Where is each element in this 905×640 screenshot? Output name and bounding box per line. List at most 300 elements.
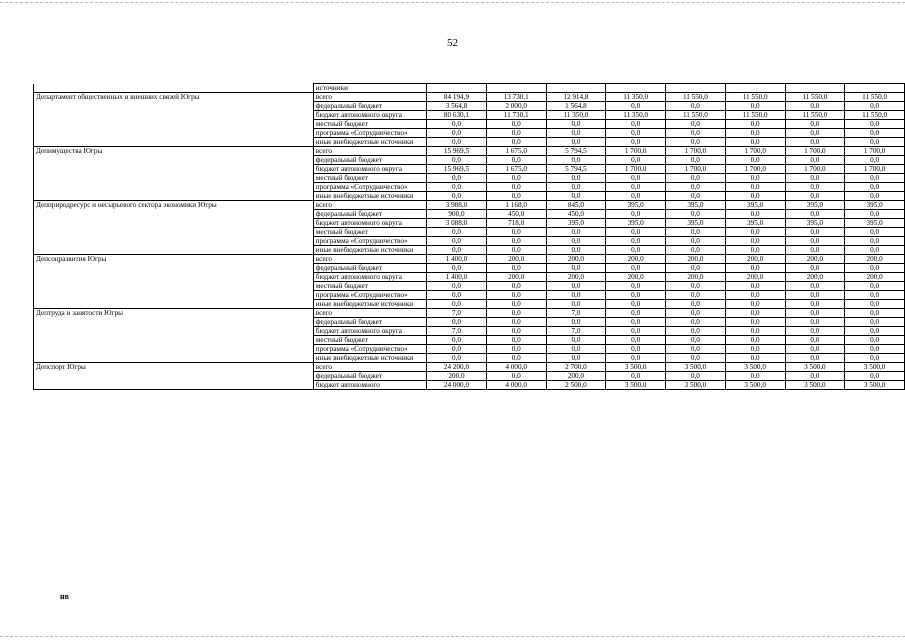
amount-cell: 11 350,0 — [606, 93, 666, 102]
amount-cell: 395,0 — [785, 201, 845, 210]
amount-cell: 395,0 — [606, 219, 666, 228]
amount-cell: 0,0 — [725, 174, 785, 183]
amount-cell: 0,0 — [785, 138, 845, 147]
amount-cell: 0,0 — [427, 237, 487, 246]
funding-source: программа «Сотрудничество» — [313, 183, 426, 192]
funding-source: иные внебюджетные источники — [313, 138, 426, 147]
amount-cell: 0,0 — [427, 129, 487, 138]
amount-cell: 7,0 — [546, 309, 606, 318]
amount-cell: 0,0 — [725, 210, 785, 219]
table-row — [34, 255, 905, 264]
amount-cell: 1 564,8 — [546, 102, 606, 111]
amount-cell: 395,0 — [666, 201, 726, 210]
amount-cell: 0,0 — [427, 156, 487, 165]
amount-cell: 0,0 — [606, 183, 666, 192]
amount-cell: 3 088,0 — [427, 219, 487, 228]
amount-cell: 5 794,5 — [546, 165, 606, 174]
amount-cell: 24 200,0 — [427, 363, 487, 372]
amount-cell: 0,0 — [666, 183, 726, 192]
amount-cell: 0,0 — [666, 300, 726, 309]
amount-cell: 0,0 — [666, 129, 726, 138]
amount-cell: 15 969,5 — [427, 147, 487, 156]
amount-cell: 450,0 — [546, 210, 606, 219]
amount-cell: 1 700,0 — [666, 165, 726, 174]
amount-cell: 200,0 — [845, 273, 905, 282]
amount-cell: 0,0 — [606, 156, 666, 165]
amount-cell: 0,0 — [427, 138, 487, 147]
amount-cell: 7,0 — [427, 327, 487, 336]
continuation-dept-cell — [34, 84, 314, 93]
amount-cell: 0,0 — [606, 372, 666, 381]
amount-cell: 1 700,0 — [606, 165, 666, 174]
amount-cell: 395,0 — [845, 219, 905, 228]
funding-source: местный бюджет — [313, 228, 426, 237]
amount-cell: 0,0 — [666, 192, 726, 201]
amount-cell: 0,0 — [725, 228, 785, 237]
amount-cell: 0,0 — [606, 102, 666, 111]
budget-table-body — [34, 84, 905, 390]
funding-source: бюджет автономного округа — [313, 219, 426, 228]
amount-cell: 0,0 — [546, 174, 606, 183]
amount-cell: 0,0 — [546, 345, 606, 354]
amount-cell: 3 500,0 — [725, 381, 785, 390]
amount-cell: 0,0 — [725, 336, 785, 345]
page-number: 52 — [447, 37, 458, 49]
amount-cell: 0,0 — [606, 282, 666, 291]
amount-cell: 0,0 — [845, 174, 905, 183]
funding-source: бюджет автономного — [313, 381, 426, 390]
amount-cell: 200,0 — [427, 372, 487, 381]
table-row — [34, 201, 905, 210]
amount-cell: 200,0 — [546, 255, 606, 264]
amount-cell: 0,0 — [785, 102, 845, 111]
amount-cell: 0,0 — [606, 120, 666, 129]
amount-cell: 0,0 — [546, 192, 606, 201]
amount-cell: 11 550,0 — [666, 93, 726, 102]
amount-cell: 0,0 — [486, 318, 546, 327]
amount-cell: 0,0 — [725, 372, 785, 381]
amount-cell: 0,0 — [486, 129, 546, 138]
amount-cell: 0,0 — [725, 264, 785, 273]
amount-cell: 3 500,0 — [606, 381, 666, 390]
amount-cell: 0,0 — [785, 264, 845, 273]
amount-cell: 0,0 — [606, 138, 666, 147]
amount-cell: 395,0 — [666, 219, 726, 228]
amount-cell: 0,0 — [666, 228, 726, 237]
amount-cell: 0,0 — [666, 237, 726, 246]
amount-cell: 0,0 — [606, 210, 666, 219]
amount-cell: 0,0 — [725, 237, 785, 246]
amount-cell: 0,0 — [666, 291, 726, 300]
amount-cell: 0,0 — [845, 372, 905, 381]
funding-source: всего — [313, 201, 426, 210]
amount-cell: 0,0 — [427, 300, 487, 309]
funding-source: местный бюджет — [313, 336, 426, 345]
amount-cell: 0,0 — [785, 336, 845, 345]
funding-source: программа «Сотрудничество» — [313, 291, 426, 300]
amount-cell: 1 675,0 — [486, 147, 546, 156]
amount-cell: 200,0 — [486, 273, 546, 282]
amount-cell: 0,0 — [546, 291, 606, 300]
amount-cell: 0,0 — [606, 174, 666, 183]
amount-cell: 0,0 — [486, 264, 546, 273]
amount-cell: 0,0 — [606, 309, 666, 318]
continuation-value-cell — [725, 84, 785, 93]
amount-cell: 0,0 — [427, 246, 487, 255]
amount-cell: 0,0 — [666, 210, 726, 219]
amount-cell: 0,0 — [785, 120, 845, 129]
amount-cell: 395,0 — [725, 201, 785, 210]
amount-cell: 0,0 — [546, 138, 606, 147]
amount-cell: 0,0 — [606, 228, 666, 237]
amount-cell: 1 168,0 — [486, 201, 546, 210]
amount-cell: 0,0 — [427, 282, 487, 291]
amount-cell: 0,0 — [546, 336, 606, 345]
amount-cell: 0,0 — [845, 120, 905, 129]
funding-source: иные внебюджетные источники — [313, 192, 426, 201]
amount-cell: 0,0 — [785, 309, 845, 318]
amount-cell: 200,0 — [666, 255, 726, 264]
amount-cell: 0,0 — [666, 282, 726, 291]
funding-source: иные внебюджетные источники — [313, 300, 426, 309]
amount-cell: 0,0 — [845, 228, 905, 237]
amount-cell: 0,0 — [486, 345, 546, 354]
amount-cell: 0,0 — [785, 129, 845, 138]
amount-cell: 0,0 — [845, 309, 905, 318]
funding-source: всего — [313, 363, 426, 372]
amount-cell: 0,0 — [725, 318, 785, 327]
amount-cell: 0,0 — [845, 336, 905, 345]
amount-cell: 11 550,0 — [725, 111, 785, 120]
amount-cell: 0,0 — [486, 309, 546, 318]
amount-cell: 0,0 — [427, 336, 487, 345]
amount-cell: 0,0 — [725, 327, 785, 336]
scan-bottom-edge — [0, 636, 905, 637]
budget-table — [33, 83, 905, 390]
amount-cell: 1 700,0 — [606, 147, 666, 156]
amount-cell: 0,0 — [606, 300, 666, 309]
amount-cell: 0,0 — [486, 237, 546, 246]
amount-cell: 1 400,0 — [427, 273, 487, 282]
amount-cell: 1 675,0 — [486, 165, 546, 174]
continuation-source-cell: источники — [313, 84, 426, 93]
department-name: Депспорт Югры — [34, 363, 314, 390]
amount-cell: 200,0 — [845, 255, 905, 264]
amount-cell: 200,0 — [546, 372, 606, 381]
amount-cell: 0,0 — [486, 327, 546, 336]
amount-cell: 0,0 — [725, 291, 785, 300]
amount-cell: 0,0 — [486, 228, 546, 237]
continuation-value-cell — [845, 84, 905, 93]
funding-source: федеральный бюджет — [313, 102, 426, 111]
amount-cell: 3 564,8 — [427, 102, 487, 111]
amount-cell: 0,0 — [606, 237, 666, 246]
amount-cell: 0,0 — [785, 318, 845, 327]
amount-cell: 0,0 — [546, 156, 606, 165]
amount-cell: 80 630,1 — [427, 111, 487, 120]
amount-cell: 0,0 — [725, 183, 785, 192]
amount-cell: 0,0 — [666, 156, 726, 165]
table-row — [34, 147, 905, 156]
amount-cell: 0,0 — [486, 174, 546, 183]
amount-cell: 3 500,0 — [606, 363, 666, 372]
amount-cell: 11 550,0 — [785, 111, 845, 120]
amount-cell: 200,0 — [785, 255, 845, 264]
funding-source: федеральный бюджет — [313, 264, 426, 273]
funding-source: федеральный бюджет — [313, 372, 426, 381]
amount-cell: 718,0 — [486, 219, 546, 228]
amount-cell: 0,0 — [546, 282, 606, 291]
continuation-value-cell — [785, 84, 845, 93]
amount-cell: 11 550,0 — [845, 111, 905, 120]
amount-cell: 2 500,0 — [546, 381, 606, 390]
amount-cell: 0,0 — [666, 336, 726, 345]
amount-cell: 0,0 — [845, 264, 905, 273]
amount-cell: 0,0 — [427, 264, 487, 273]
amount-cell: 0,0 — [845, 156, 905, 165]
amount-cell: 0,0 — [666, 246, 726, 255]
amount-cell: 0,0 — [606, 336, 666, 345]
amount-cell: 3 500,0 — [666, 363, 726, 372]
amount-cell: 0,0 — [785, 291, 845, 300]
amount-cell: 7,0 — [427, 309, 487, 318]
funding-source: всего — [313, 255, 426, 264]
amount-cell: 0,0 — [845, 192, 905, 201]
amount-cell: 0,0 — [845, 318, 905, 327]
amount-cell: 395,0 — [606, 201, 666, 210]
amount-cell: 200,0 — [785, 273, 845, 282]
amount-cell: 0,0 — [606, 129, 666, 138]
amount-cell: 0,0 — [606, 345, 666, 354]
amount-cell: 0,0 — [606, 192, 666, 201]
funding-source: бюджет автономного округа — [313, 273, 426, 282]
amount-cell: 0,0 — [427, 228, 487, 237]
amount-cell: 0,0 — [666, 264, 726, 273]
amount-cell: 11 350,0 — [606, 111, 666, 120]
amount-cell: 0,0 — [725, 156, 785, 165]
table-row — [34, 309, 905, 318]
amount-cell: 3 500,0 — [725, 363, 785, 372]
amount-cell: 0,0 — [666, 354, 726, 363]
funding-source: бюджет автономного округа — [313, 111, 426, 120]
funding-source: бюджет автономного округа — [313, 327, 426, 336]
amount-cell: 0,0 — [725, 102, 785, 111]
amount-cell: 0,0 — [666, 120, 726, 129]
amount-cell: 200,0 — [606, 255, 666, 264]
amount-cell: 0,0 — [486, 372, 546, 381]
amount-cell: 395,0 — [546, 219, 606, 228]
continuation-value-cell — [546, 84, 606, 93]
amount-cell: 1 700,0 — [845, 165, 905, 174]
amount-cell: 845,0 — [546, 201, 606, 210]
funding-source: программа «Сотрудничество» — [313, 345, 426, 354]
amount-cell: 0,0 — [486, 246, 546, 255]
department-name: Дептруда и занятости Югры — [34, 309, 314, 363]
amount-cell: 200,0 — [546, 273, 606, 282]
amount-cell: 0,0 — [666, 309, 726, 318]
amount-cell: 15 969,5 — [427, 165, 487, 174]
funding-source: программа «Сотрудничество» — [313, 129, 426, 138]
amount-cell: 0,0 — [785, 210, 845, 219]
amount-cell: 7,0 — [546, 327, 606, 336]
amount-cell: 0,0 — [606, 291, 666, 300]
amount-cell: 0,0 — [845, 102, 905, 111]
amount-cell: 0,0 — [486, 156, 546, 165]
amount-cell: 4 000,0 — [486, 363, 546, 372]
amount-cell: 0,0 — [427, 183, 487, 192]
funding-source: бюджет автономного округа — [313, 165, 426, 174]
amount-cell: 0,0 — [725, 129, 785, 138]
funding-source: программа «Сотрудничество» — [313, 237, 426, 246]
amount-cell: 0,0 — [725, 309, 785, 318]
amount-cell: 0,0 — [725, 354, 785, 363]
funding-source: иные внебюджетные источники — [313, 246, 426, 255]
amount-cell: 12 914,8 — [546, 93, 606, 102]
amount-cell: 0,0 — [785, 174, 845, 183]
amount-cell: 0,0 — [666, 102, 726, 111]
amount-cell: 4 000,0 — [486, 381, 546, 390]
amount-cell: 0,0 — [845, 210, 905, 219]
amount-cell: 0,0 — [546, 129, 606, 138]
amount-cell: 0,0 — [845, 237, 905, 246]
amount-cell: 0,0 — [845, 291, 905, 300]
amount-cell: 0,0 — [785, 156, 845, 165]
amount-cell: 0,0 — [606, 354, 666, 363]
amount-cell: 3 500,0 — [785, 363, 845, 372]
funding-source: федеральный бюджет — [313, 156, 426, 165]
amount-cell: 0,0 — [486, 291, 546, 300]
amount-cell: 395,0 — [725, 219, 785, 228]
amount-cell: 11 550,0 — [845, 93, 905, 102]
funding-source: всего — [313, 147, 426, 156]
amount-cell: 0,0 — [427, 354, 487, 363]
amount-cell: 0,0 — [427, 192, 487, 201]
amount-cell: 1 700,0 — [785, 147, 845, 156]
amount-cell: 3 500,0 — [785, 381, 845, 390]
amount-cell: 0,0 — [546, 183, 606, 192]
continuation-row — [34, 84, 905, 93]
table-row — [34, 363, 905, 372]
amount-cell: 0,0 — [486, 183, 546, 192]
amount-cell: 3 500,0 — [666, 381, 726, 390]
amount-cell: 1 700,0 — [666, 147, 726, 156]
amount-cell: 0,0 — [725, 138, 785, 147]
amount-cell: 0,0 — [666, 318, 726, 327]
amount-cell: 200,0 — [725, 255, 785, 264]
funding-source: всего — [313, 93, 426, 102]
amount-cell: 0,0 — [845, 183, 905, 192]
amount-cell: 0,0 — [785, 354, 845, 363]
amount-cell: 1 700,0 — [725, 165, 785, 174]
amount-cell: 0,0 — [785, 327, 845, 336]
amount-cell: 200,0 — [666, 273, 726, 282]
amount-cell: 13 730,1 — [486, 93, 546, 102]
amount-cell: 3 500,0 — [845, 381, 905, 390]
amount-cell: 0,0 — [486, 336, 546, 345]
funding-source: федеральный бюджет — [313, 318, 426, 327]
amount-cell: 200,0 — [606, 273, 666, 282]
amount-cell: 0,0 — [785, 183, 845, 192]
amount-cell: 3 988,0 — [427, 201, 487, 210]
amount-cell: 0,0 — [845, 345, 905, 354]
amount-cell: 0,0 — [725, 120, 785, 129]
amount-cell: 0,0 — [546, 228, 606, 237]
amount-cell: 11 550,0 — [666, 111, 726, 120]
amount-cell: 11 730,1 — [486, 111, 546, 120]
amount-cell: 0,0 — [785, 237, 845, 246]
amount-cell: 0,0 — [845, 354, 905, 363]
amount-cell: 0,0 — [427, 174, 487, 183]
amount-cell: 0,0 — [725, 345, 785, 354]
amount-cell: 0,0 — [666, 327, 726, 336]
amount-cell: 2 000,0 — [486, 102, 546, 111]
table-row — [34, 93, 905, 102]
amount-cell: 1 700,0 — [725, 147, 785, 156]
funding-source: иные внебюджетные источники — [313, 354, 426, 363]
amount-cell: 24 000,0 — [427, 381, 487, 390]
amount-cell: 0,0 — [845, 282, 905, 291]
department-name: Департамент общественных и внешних связей Югры — [34, 93, 314, 147]
amount-cell: 0,0 — [845, 129, 905, 138]
funding-source: всего — [313, 309, 426, 318]
amount-cell: 11 350,0 — [546, 111, 606, 120]
department-name: Депсоцразвития Югры — [34, 255, 314, 309]
continuation-value-cell — [606, 84, 666, 93]
amount-cell: 0,0 — [606, 318, 666, 327]
scan-top-edge — [0, 2, 905, 3]
amount-cell: 0,0 — [486, 120, 546, 129]
amount-cell: 395,0 — [785, 219, 845, 228]
amount-cell: 450,0 — [486, 210, 546, 219]
amount-cell: 0,0 — [546, 120, 606, 129]
amount-cell: 0,0 — [725, 246, 785, 255]
amount-cell: 2 700,0 — [546, 363, 606, 372]
amount-cell: 0,0 — [666, 138, 726, 147]
amount-cell: 0,0 — [725, 300, 785, 309]
amount-cell: 5 794,5 — [546, 147, 606, 156]
amount-cell: 84 194,9 — [427, 93, 487, 102]
amount-cell: 1 700,0 — [845, 147, 905, 156]
amount-cell: 0,0 — [486, 354, 546, 363]
funding-source: местный бюджет — [313, 282, 426, 291]
amount-cell: 200,0 — [486, 255, 546, 264]
footer-mark: нв — [60, 592, 69, 601]
funding-source: местный бюджет — [313, 174, 426, 183]
amount-cell: 0,0 — [725, 282, 785, 291]
amount-cell: 0,0 — [427, 345, 487, 354]
funding-source: федеральный бюджет — [313, 210, 426, 219]
amount-cell: 0,0 — [845, 138, 905, 147]
funding-source: местный бюджет — [313, 120, 426, 129]
amount-cell: 0,0 — [785, 228, 845, 237]
amount-cell: 1 700,0 — [785, 165, 845, 174]
amount-cell: 0,0 — [785, 192, 845, 201]
amount-cell: 0,0 — [606, 246, 666, 255]
amount-cell: 0,0 — [606, 327, 666, 336]
amount-cell: 0,0 — [785, 246, 845, 255]
amount-cell: 0,0 — [486, 192, 546, 201]
amount-cell: 0,0 — [546, 318, 606, 327]
amount-cell: 0,0 — [666, 372, 726, 381]
amount-cell: 0,0 — [486, 138, 546, 147]
amount-cell: 0,0 — [845, 246, 905, 255]
amount-cell: 0,0 — [666, 345, 726, 354]
amount-cell: 0,0 — [546, 300, 606, 309]
amount-cell: 0,0 — [606, 264, 666, 273]
amount-cell: 0,0 — [785, 345, 845, 354]
amount-cell: 0,0 — [486, 282, 546, 291]
amount-cell: 11 550,0 — [785, 93, 845, 102]
